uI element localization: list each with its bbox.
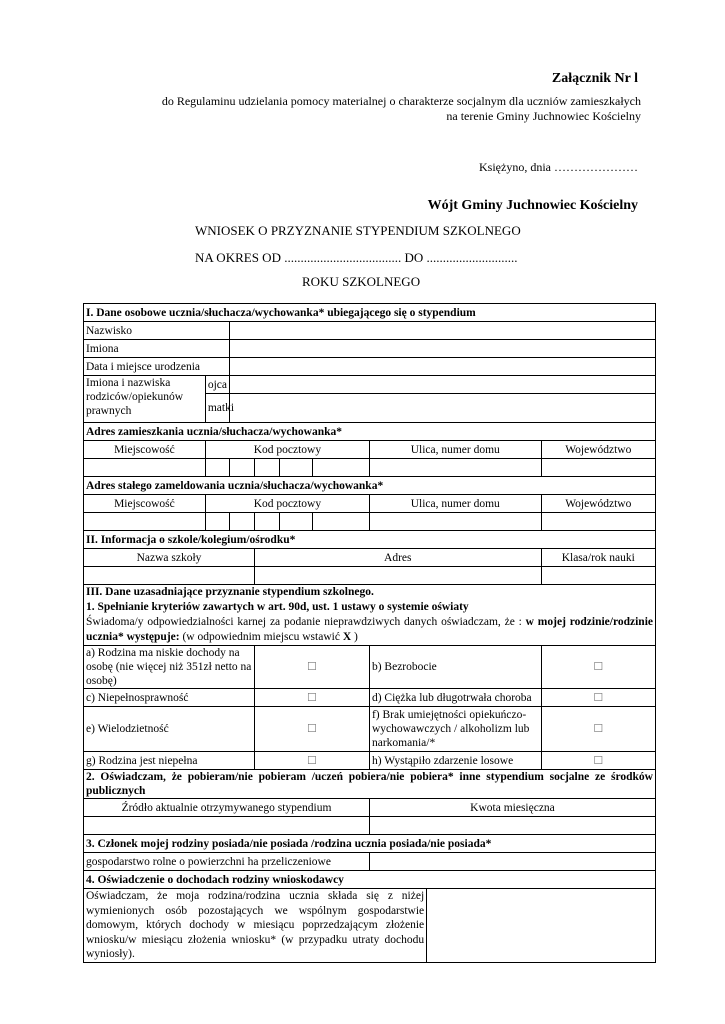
section-3-heading: III. Dane uzasadniające przyznanie stypendium szkolnego. (86, 586, 374, 598)
farm-heading-row (84, 835, 656, 853)
farm-area-row (84, 853, 656, 871)
registered-voivodeship-header: Województwo (541, 495, 655, 513)
residence-street-header: Ulica, numer domu (369, 441, 541, 459)
declaration-text: Świadoma/y odpowiedzialności karnej za podanie nieprawdziwych danych oświadczam, że : (86, 616, 526, 628)
regulation-reference (120, 94, 641, 124)
income-heading: 4. Oświadczenie o dochodach rodziny wnioskodawcy (84, 871, 656, 889)
school-address-header: Adres (255, 549, 542, 567)
declaration-bold-text: w mojej rodzinie/rodzinie ucznia* występuje: (86, 616, 653, 643)
postal-digit-box[interactable] (279, 459, 312, 477)
criterion-b-checkbox[interactable]: ☐ (541, 646, 655, 689)
criterion-g-checkbox[interactable]: ☐ (255, 752, 370, 770)
postal-digit-box[interactable] (255, 459, 280, 477)
scholarship-amount-header: Kwota miesięczna (369, 799, 655, 817)
registered-heading-row (84, 477, 656, 495)
mother-label: matki (205, 394, 230, 423)
registered-input-row (84, 513, 656, 531)
registered-street-header: Ulica, numer domu (369, 495, 541, 513)
registered-header-row (84, 495, 656, 513)
postal-digit-box[interactable] (205, 459, 230, 477)
birth-label: Data i miejsce urodzenia (84, 358, 230, 376)
criterion-e-label: e) Wielodzietność (84, 707, 255, 752)
criterion-b-label: b) Bezrobocie (369, 646, 541, 689)
registered-voivodeship-field[interactable] (541, 513, 655, 531)
residence-locality-field[interactable] (84, 459, 206, 477)
residence-voivodeship-field[interactable] (541, 459, 655, 477)
registered-locality-header: Miejscowość (84, 495, 206, 513)
residence-voivodeship-header: Województwo (541, 441, 655, 459)
criterion-h-label: h) Wystąpiło zdarzenie losowe (369, 752, 541, 770)
section-3-row (84, 585, 656, 646)
surname-field[interactable] (230, 322, 656, 340)
residence-heading: Adres zamieszkania ucznia/słuchacza/wychowanka* (84, 423, 656, 441)
criteria-row-cd (84, 689, 656, 707)
declaration-note: (w odpowiednim miejscu wstawić (179, 631, 343, 643)
other-scholarship-heading-row (84, 770, 656, 799)
postal-digit-box[interactable] (230, 513, 255, 531)
scholarship-input-row (84, 817, 656, 835)
school-address-field[interactable] (255, 567, 542, 585)
residence-postal-header: Kod pocztowy (205, 441, 369, 459)
father-row (84, 376, 656, 394)
section-2-heading: II. Informacja o szkole/kolegium/ośrodku* (84, 531, 656, 549)
surname-row (84, 322, 656, 340)
criterion-g-label: g) Rodzina jest niepełna (84, 752, 255, 770)
income-statement: Oświadczam, że moja rodzina/rodzina ucznia składa się z niżej wymienionych osób pozostających we wspólnym gospodarstwie domowym, których dochody w miesiącu poprzedzającym złożenie wniosku/w miesiącu złożenia wniosku* (w przypadku utraty dochodu wyniosły). (84, 889, 427, 963)
section-2-heading-row (84, 531, 656, 549)
criteria-heading: 1. Spełnianie kryteriów zawartych w art. 90d, ust. 1 ustawy o systemie oświaty (86, 601, 469, 613)
school-name-header: Nazwa szkoły (84, 549, 255, 567)
period-line: NA OKRES OD .................................... DO ............................ (195, 250, 518, 265)
section-1-heading-row (84, 304, 656, 322)
school-input-row (84, 567, 656, 585)
residence-locality-header: Miejscowość (84, 441, 206, 459)
addressee: Wójt Gminy Juchnowiec Kościelny (427, 198, 638, 213)
postal-digit-box[interactable] (230, 459, 255, 477)
father-field[interactable] (230, 376, 656, 394)
criteria-declaration (86, 615, 653, 645)
application-form-table (83, 303, 656, 963)
place-date: Księżyno, dnia ………………… (479, 160, 638, 174)
first-names-label: Imiona (84, 340, 230, 358)
first-names-row (84, 340, 656, 358)
criterion-c-checkbox[interactable]: ☐ (255, 689, 370, 707)
scholarship-amount-field[interactable] (369, 817, 655, 835)
parents-label: Imiona i nazwiska rodziców/opiekunów prawnych (84, 376, 206, 423)
form-title: WNIOSEK O PRZYZNANIE STYPENDIUM SZKOLNEGO (195, 223, 521, 238)
criterion-h-checkbox[interactable]: ☐ (541, 752, 655, 770)
residence-street-field[interactable] (369, 459, 541, 477)
criterion-a-label: a) Rodzina ma niskie dochody na osobę (nie więcej niż 351zł netto na osobę) (84, 646, 255, 689)
registered-heading: Adres stałego zameldowania ucznia/słuchacza/wychowanka* (84, 477, 656, 495)
registered-locality-field[interactable] (84, 513, 206, 531)
section-3-block (84, 585, 656, 646)
income-heading-row (84, 871, 656, 889)
school-name-field[interactable] (84, 567, 255, 585)
criterion-f-label: f) Brak umiejętności opiekuńczo-wychowawczych / alkoholizm lub narkomania/* (369, 707, 541, 752)
class-year-header: Klasa/rok nauki (541, 549, 655, 567)
birth-row (84, 358, 656, 376)
other-scholarship-heading: 2. Oświadczam, że pobieram/nie pobieram /uczeń pobiera/nie pobiera* inne stypendium socjalne ze środków publicznych (84, 770, 656, 799)
residence-heading-row (84, 423, 656, 441)
surname-label: Nazwisko (84, 322, 230, 340)
criteria-row-gh (84, 752, 656, 770)
postal-digit-box[interactable] (279, 513, 312, 531)
regulation-line-2: na terenie Gminy Juchnowiec Kościelny (446, 109, 641, 123)
postal-digit-box[interactable] (312, 459, 369, 477)
criterion-c-label: c) Niepełnosprawność (84, 689, 255, 707)
registered-postal-header: Kod pocztowy (205, 495, 369, 513)
postal-digit-box[interactable] (205, 513, 230, 531)
annex-number: Załącznik Nr l (551, 71, 638, 86)
criteria-row-ef (84, 707, 656, 752)
postal-digit-box[interactable] (255, 513, 280, 531)
first-names-field[interactable] (230, 340, 656, 358)
school-year-line: ROKU SZKOLNEGO (302, 274, 421, 289)
scholarship-source-field[interactable] (84, 817, 370, 835)
income-statement-field[interactable] (427, 889, 656, 963)
farm-area-field[interactable] (369, 853, 655, 871)
criterion-e-checkbox[interactable]: ☐ (255, 707, 370, 752)
school-header-row (84, 549, 656, 567)
class-year-field[interactable] (541, 567, 655, 585)
regulation-line-1: do Regulaminu udzielania pomocy materialnej o charakterze socjalnym dla uczniów zamieszkałych (161, 94, 641, 108)
criterion-d-checkbox[interactable]: ☐ (541, 689, 655, 707)
mark-x: X (342, 631, 352, 643)
scholarship-source-header: Źródło aktualnie otrzymywanego stypendium (84, 799, 370, 817)
section-1-heading: I. Dane osobowe ucznia/słuchacza/wychowanka* ubiegającego się o stypendium (84, 304, 656, 322)
father-label: ojca (205, 376, 230, 394)
criterion-f-checkbox[interactable]: ☐ (541, 707, 655, 752)
farm-area-label: gospodarstwo rolne o powierzchni ha przeliczeniowe (84, 853, 370, 871)
criteria-row-ab (84, 646, 656, 689)
declaration-close: ) (351, 631, 358, 643)
registered-street-field[interactable] (369, 513, 541, 531)
postal-digit-box[interactable] (312, 513, 369, 531)
residence-input-row (84, 459, 656, 477)
criterion-d-label: d) Ciężka lub długotrwała choroba (369, 689, 541, 707)
farm-heading: 3. Członek mojej rodziny posiada/nie posiada /rodzina ucznia posiada/nie posiada* (84, 835, 656, 853)
criterion-a-checkbox[interactable]: ☐ (255, 646, 370, 689)
income-statement-row (84, 889, 656, 963)
scholarship-header-row (84, 799, 656, 817)
residence-header-row (84, 441, 656, 459)
birth-field[interactable] (230, 358, 656, 376)
mother-field[interactable] (230, 394, 656, 423)
